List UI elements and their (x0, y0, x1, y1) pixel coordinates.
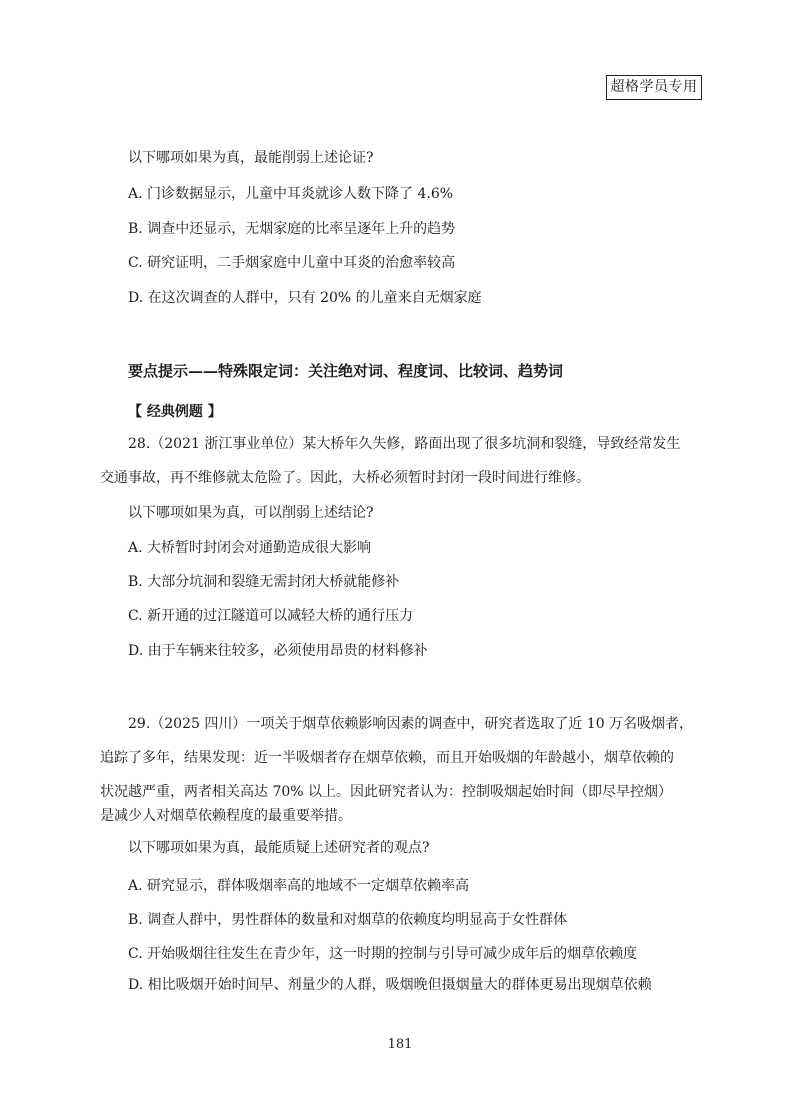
q28-option-a: A. 大桥暂时封闭会对通勤造成很大影响 (128, 540, 372, 556)
q29-option-c: C. 开始吸烟往往发生在青少年，这一时期的控制与引导可减少成年后的烟草依赖度 (128, 946, 638, 962)
option-b: B. 调查中还显示，无烟家庭的比率呈逐年上升的趋势 (128, 221, 456, 237)
q28-stem-line-1: 28.（2021 浙江事业单位）某大桥年久失修，路面出现了很多坑洞和裂缝，导致经常发生 (128, 436, 681, 452)
q29-question: 以下哪项如果为真，最能质疑上述研究者的观点? (128, 840, 430, 856)
q28-stem-line-2: 交通事故，再不维修就太危险了。因此，大桥必须暂时封闭一段时间进行维修。 (100, 470, 590, 486)
q28-option-c: C. 新开通的过江隧道可以减轻大桥的通行压力 (128, 608, 414, 624)
q29-stem-line-4: 是减少人对烟草依赖程度的最重要举措。 (100, 808, 352, 824)
section-heading: 要点提示——特殊限定词：关注绝对词、程度词、比较词、趋势词 (128, 362, 564, 380)
q29-stem-line-3: 状况越严重，两者相关高达 70% 以上。因此研究者认为：控制吸烟起始时间（即尽早控烟） (100, 784, 673, 800)
q29-option-b: B. 调查人群中，男性群体的数量和对烟草的依赖度均明显高于女性群体 (128, 912, 568, 928)
option-a: A. 门诊数据显示，儿童中耳炎就诊人数下降了 4.6% (128, 186, 454, 202)
q29-stem-line-2: 追踪了多年，结果发现：近一半吸烟者存在烟草依赖，而且开始吸烟的年龄越小，烟草依赖的 (100, 750, 674, 766)
q28-question: 以下哪项如果为真，可以削弱上述结论? (128, 505, 374, 521)
watermark-stamp: 超格学员专用 (606, 75, 702, 100)
page-number: 181 (387, 1037, 413, 1052)
option-c: C. 研究证明，二手烟家庭中儿童中耳炎的治愈率较高 (128, 255, 456, 271)
q29-option-a: A. 研究显示，群体吸烟率高的地域不一定烟草依赖率高 (128, 878, 470, 894)
q28-option-d: D. 由于车辆来往较多，必须使用昂贵的材料修补 (128, 643, 428, 659)
question-prompt: 以下哪项如果为真，最能削弱上述论证? (128, 150, 374, 166)
q29-option-d: D. 相比吸烟开始时间早、剂量少的人群，吸烟晚但摄烟量大的群体更易出现烟草依赖 (128, 977, 652, 993)
q28-option-b: B. 大部分坑洞和裂缝无需封闭大桥就能修补 (128, 574, 400, 590)
example-tag: 【 经典例题 】 (128, 404, 222, 420)
q29-stem-line-1: 29.（2025 四川）一项关于烟草依赖影响因素的调查中，研究者选取了近 10 万名吸烟者， (128, 716, 694, 732)
option-d: D. 在这次调查的人群中，只有 20% 的儿童来自无烟家庭 (128, 290, 482, 306)
